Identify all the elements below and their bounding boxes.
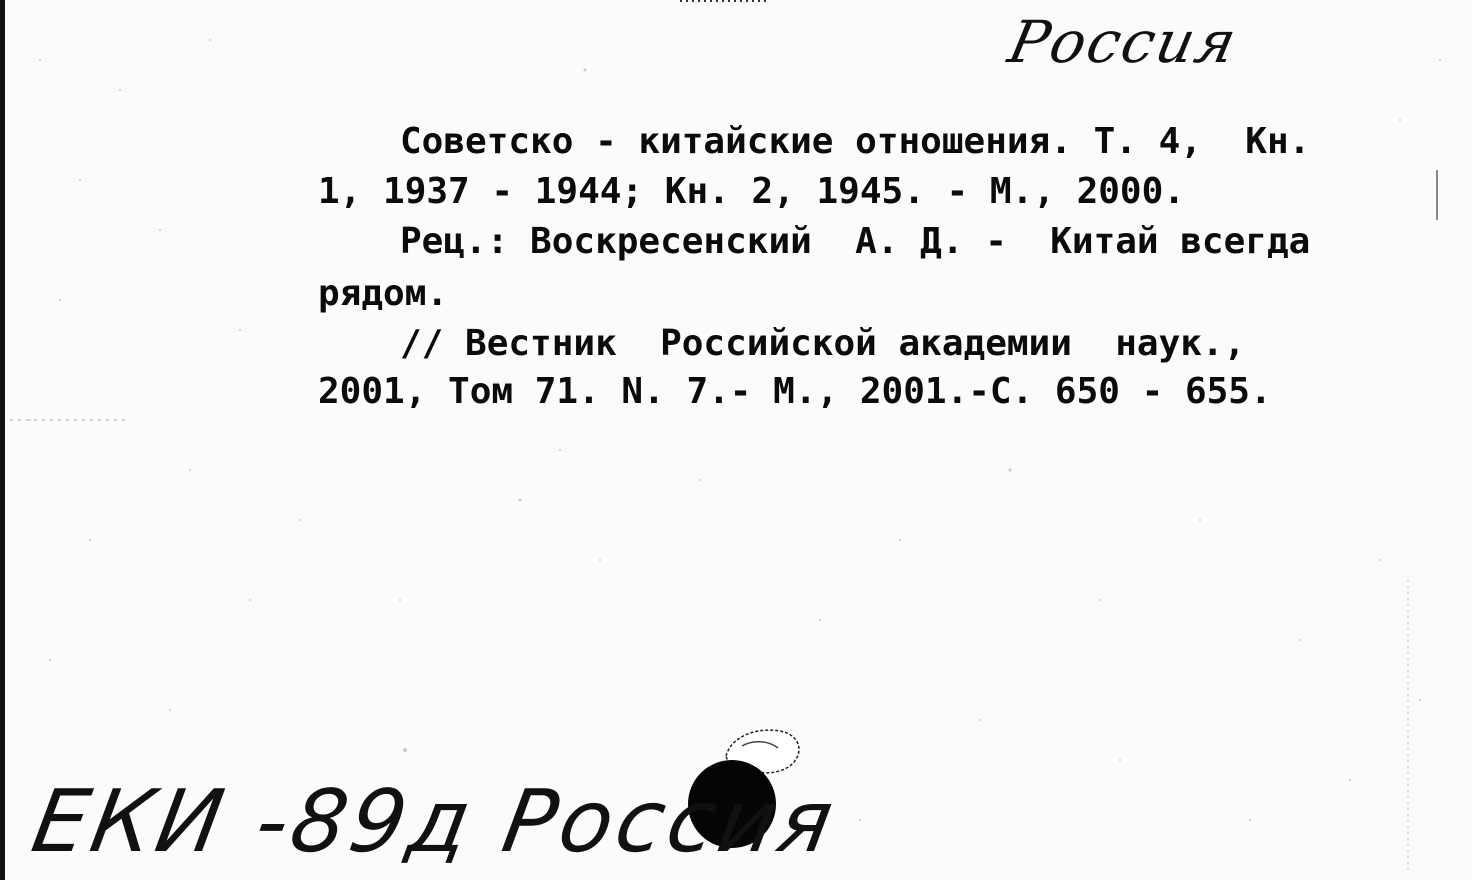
handwritten-shelf-mark: ЕКИ -89д Россия: [25, 772, 844, 872]
entry-line-1: Советско - китайские отношения. Т. 4, Кн.: [400, 121, 1311, 162]
entry-line-2: 1, 1937 - 1944; Кн. 2, 1945. - М., 2000.: [318, 171, 1185, 212]
margin-line: [1436, 170, 1438, 220]
entry-line-3: Рец.: Воскресенский А. Д. - Китай всегда: [400, 221, 1311, 262]
entry-line-4: рядом.: [318, 273, 449, 314]
card-left-edge: [0, 0, 5, 880]
handwritten-country-tag: Россия: [1002, 8, 1244, 76]
top-edge-mark: [680, 0, 770, 2]
entry-line-5: // Вестник Российской академии наук.,: [400, 323, 1246, 364]
entry-line-6: 2001, Том 71. N. 7.- М., 2001.-С. 650 - 655.: [318, 371, 1272, 412]
